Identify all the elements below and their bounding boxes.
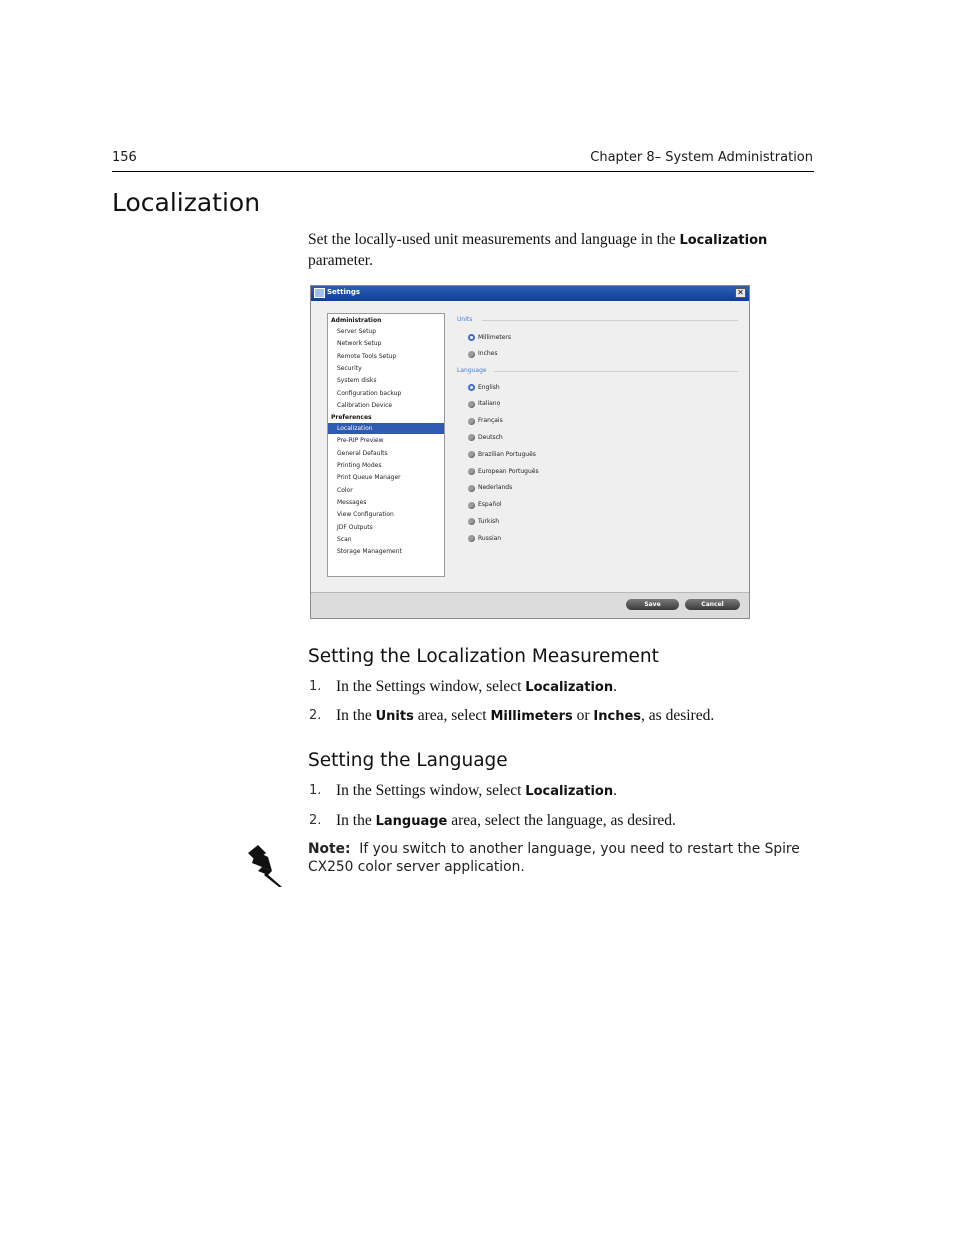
intro-text-before: Set the locally-used unit measurements and language in the [308, 231, 680, 248]
nav-header-preferences: Preferences [331, 414, 372, 422]
radio-label-brazilian-portugues[interactable]: Brazilian Português [478, 450, 536, 458]
language-divider [494, 371, 738, 372]
close-icon[interactable]: ✕ [735, 288, 746, 298]
nav-item-jdf-outputs[interactable]: JDF Outputs [337, 523, 373, 531]
units-label: Units [457, 316, 473, 323]
step-number: 2. [309, 813, 322, 828]
nav-item-remote-tools-setup[interactable]: Remote Tools Setup [337, 352, 397, 360]
measurement-heading: Setting the Localization Measurement [308, 646, 659, 667]
step-text-run: area, select [413, 707, 491, 724]
radio-label-espanol[interactable]: Español [478, 501, 502, 509]
section-title: Localization [112, 188, 261, 217]
ui-term: Inches [593, 709, 642, 724]
radio-turkish[interactable] [468, 518, 475, 525]
step-text-run: . [613, 782, 617, 799]
settings-window-screenshot [310, 285, 750, 619]
radio-millimeters[interactable] [468, 334, 475, 341]
step-number: 1. [309, 679, 322, 694]
step-text [336, 811, 676, 832]
radio-label-millimeters[interactable]: Millimeters [478, 333, 512, 341]
radio-english[interactable] [468, 384, 475, 391]
radio-label-nederlands[interactable]: Nederlands [478, 484, 513, 492]
ui-term: Millimeters [490, 709, 573, 724]
nav-item-security[interactable]: Security [337, 364, 362, 372]
ui-term: Units [375, 709, 414, 724]
window-title: Settings [327, 288, 361, 296]
nav-item-pre-rip-preview[interactable]: Pre-RIP Preview [337, 437, 384, 445]
note-text: If you switch to another language, you need to restart the Spire CX250 color server application. [308, 841, 800, 875]
nav-item-messages[interactable]: Messages [337, 498, 367, 506]
step-text-run: In the [336, 707, 376, 724]
step-text-run: In the Settings window, select [336, 782, 526, 799]
settings-nav-list [327, 313, 445, 577]
radio-label-russian[interactable]: Russian [478, 534, 502, 542]
settings-app-icon [314, 288, 325, 298]
units-divider [482, 320, 739, 321]
radio-label-deutsch[interactable]: Deutsch [478, 433, 503, 441]
nav-item-general-defaults[interactable]: General Defaults [337, 449, 388, 457]
step-text-run: , as desired. [641, 707, 715, 724]
header-rule [112, 171, 814, 172]
step-text [336, 781, 617, 802]
radio-label-inches[interactable]: Inches [478, 350, 498, 358]
step-text-run: In the [336, 812, 376, 829]
nav-item-configuration-backup[interactable]: Configuration backup [337, 389, 402, 397]
radio-italiano[interactable] [468, 401, 475, 408]
language-heading: Setting the Language [308, 750, 508, 771]
nav-item-network-setup[interactable]: Network Setup [337, 340, 382, 348]
nav-header-administration: Administration [331, 317, 382, 324]
language-label: Language [457, 367, 487, 374]
nav-item-scan[interactable]: Scan [337, 535, 352, 543]
radio-label-italiano[interactable]: Italiano [478, 400, 501, 408]
radio-francais[interactable] [468, 418, 475, 425]
nav-item-color[interactable]: Color [337, 486, 353, 494]
radio-deutsch[interactable] [468, 434, 475, 441]
ui-term: Localization [525, 680, 614, 695]
intro-term: Localization [679, 233, 768, 248]
intro-text-after: parameter. [308, 252, 373, 269]
chapter-title: Chapter 8– System Administration [590, 150, 813, 165]
step-number: 2. [309, 708, 322, 723]
radio-nederlands[interactable] [468, 485, 475, 492]
page-number: 156 [112, 150, 137, 165]
radio-brazilian-portugues[interactable] [468, 451, 475, 458]
pushpin-icon [242, 843, 284, 887]
step-text-run: area, select the language, as desired. [447, 812, 676, 829]
radio-label-turkish[interactable]: Turkish [478, 517, 500, 525]
nav-item-localization[interactable]: Localization [328, 423, 444, 434]
nav-item-server-setup[interactable]: Server Setup [337, 328, 377, 335]
ui-term: Language [375, 814, 448, 829]
nav-item-print-queue-manager[interactable]: Print Queue Manager [337, 474, 401, 482]
nav-item-printing-modes[interactable]: Printing Modes [337, 462, 382, 469]
step-text-run: In the Settings window, select [336, 678, 526, 695]
nav-item-view-configuration[interactable]: View Configuration [337, 511, 394, 519]
window-titlebar [311, 286, 749, 301]
step-text-run: or [572, 707, 594, 724]
radio-label-european-portugues[interactable]: European Português [478, 467, 539, 475]
note [308, 840, 813, 876]
radio-espanol[interactable] [468, 502, 475, 509]
save-button[interactable]: Save [626, 599, 679, 610]
cancel-button[interactable]: Cancel [685, 599, 740, 610]
radio-inches[interactable] [468, 351, 475, 358]
radio-label-francais[interactable]: Français [478, 417, 503, 425]
step-number: 1. [309, 783, 322, 798]
step-text-run: . [613, 678, 617, 695]
nav-item-storage-management[interactable]: Storage Management [337, 548, 402, 556]
radio-label-english[interactable]: English [478, 383, 500, 391]
step-text [336, 677, 617, 698]
step-text [336, 706, 714, 727]
window-footer [311, 592, 749, 619]
intro-paragraph [308, 230, 813, 271]
radio-european-portugues[interactable] [468, 468, 475, 475]
nav-item-system-disks[interactable]: System disks [337, 377, 377, 385]
ui-term: Localization [525, 784, 614, 799]
radio-russian[interactable] [468, 535, 475, 542]
nav-item-calibration-device[interactable]: Calibration Device [337, 401, 393, 409]
note-label: Note: [308, 841, 351, 857]
